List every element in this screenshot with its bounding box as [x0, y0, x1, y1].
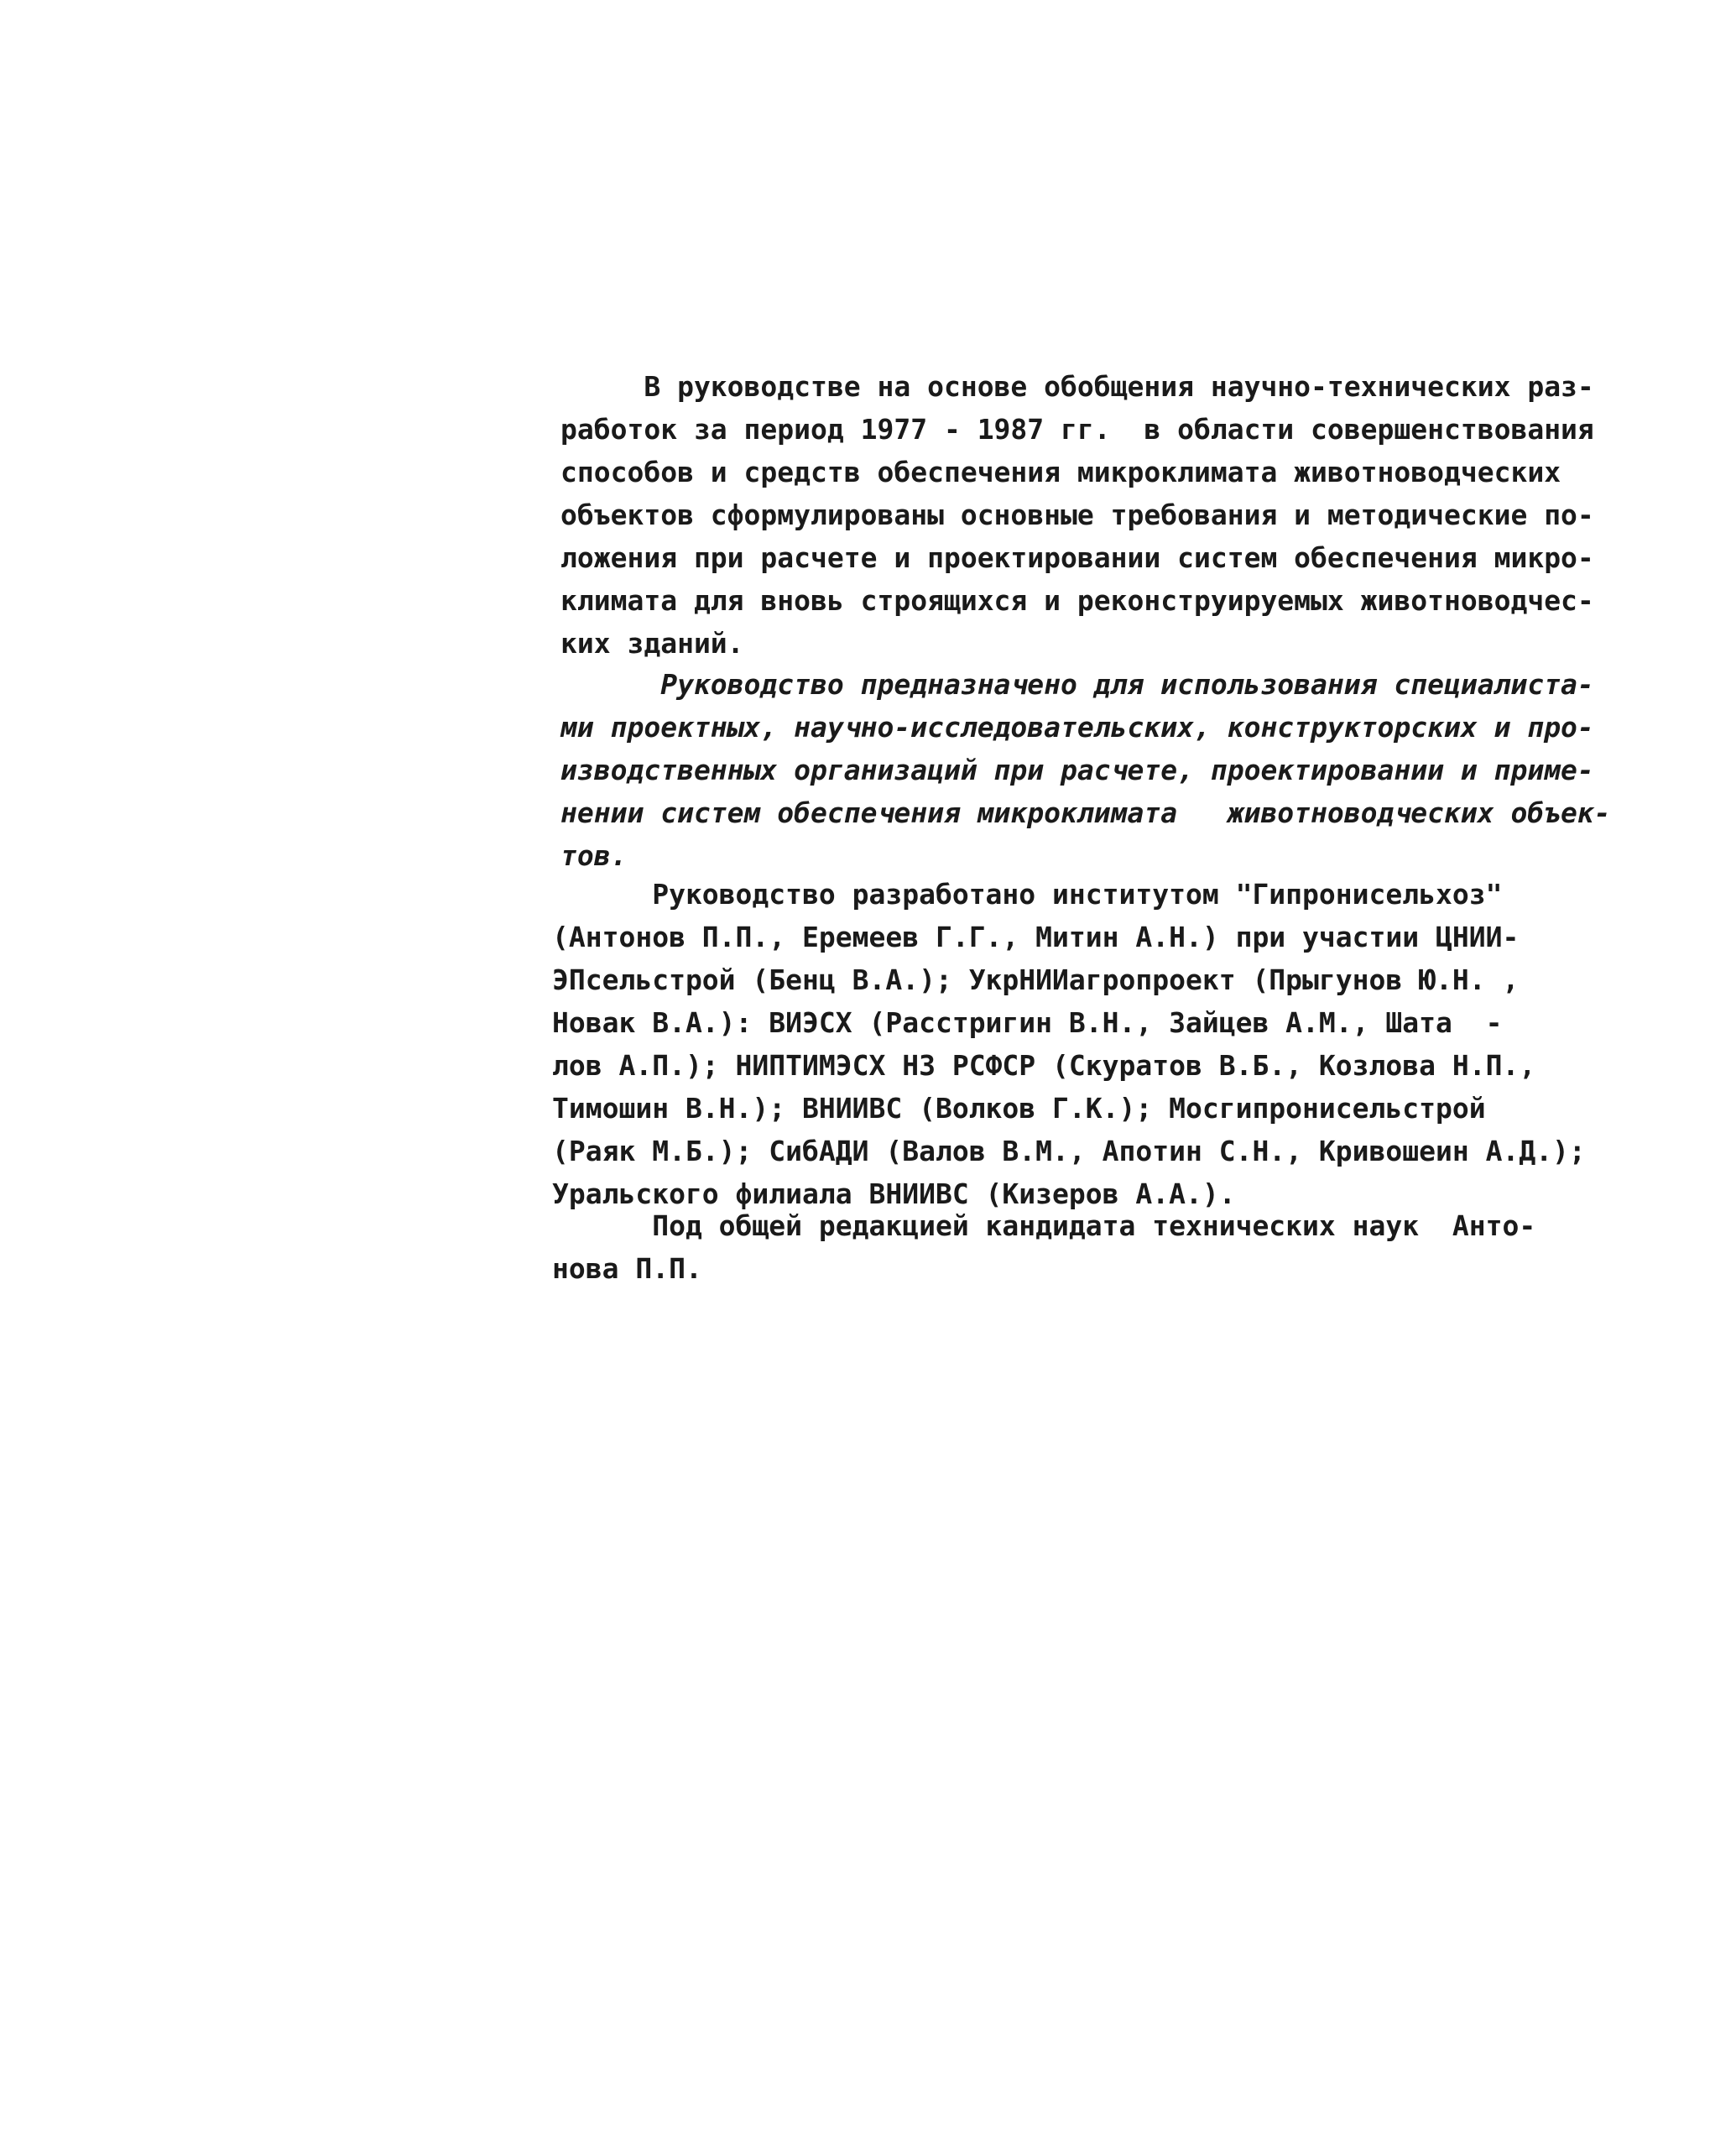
- text-line: способов и средств обеспечения микроклимата животноводческих: [560, 456, 1561, 488]
- text-line: Новак В.А.): ВИЭСХ (Расстригин В.Н., Зайцев А.М., Шата -: [552, 1006, 1503, 1039]
- text-line: лов А.П.); НИПТИМЭСХ НЗ РСФСР (Скуратов В.Б., Козлова Н.П.,: [552, 1049, 1536, 1082]
- paragraph-purpose: [560, 663, 1611, 877]
- paragraph-authors: [552, 873, 1586, 1215]
- text-line: В руководстве на основе обобщения научно-технических раз-: [560, 370, 1594, 403]
- text-line: ких зданий.: [560, 627, 744, 660]
- text-line: объектов сформулированы основные требования и методические по-: [560, 499, 1594, 531]
- text-line: ми проектных, научно-исследовательских, конструкторских и про-: [560, 711, 1594, 744]
- text-line: (Раяк М.Б.); СибАДИ (Валов В.М., Апотин С.Н., Кривошеин А.Д.);: [552, 1135, 1586, 1167]
- text-line: Руководство предназначено для использования специалиста-: [560, 668, 1594, 701]
- text-line: ложения при расчете и проектировании систем обеспечения микро-: [560, 541, 1594, 574]
- text-line: Уральского филиала ВНИИВС (Кизеров А.А.).: [552, 1177, 1236, 1210]
- text-line: Тимошин В.Н.); ВНИИВС (Волков Г.К.); Мосгипронисельстрой: [552, 1092, 1486, 1125]
- text-line: (Антонов П.П., Еремеев Г.Г., Митин А.Н.) при участии ЦНИИ-: [552, 921, 1520, 953]
- text-line: работок за период 1977 - 1987 гг. в области совершенствования: [560, 413, 1594, 446]
- text-line: ЭПсельстрой (Бенц В.А.); УкрНИИагропроект (Прыгунов Ю.Н. ,: [552, 963, 1520, 996]
- paragraph-editor: [552, 1204, 1535, 1290]
- text-line: тов.: [560, 839, 628, 872]
- text-line: Руководство разработано институтом "Гипронисельхоз": [552, 878, 1503, 911]
- text-line: Под общей редакцией кандидата технических наук Анто-: [552, 1209, 1536, 1242]
- text-line: изводственных организаций при расчете, проектировании и приме-: [560, 754, 1594, 786]
- text-line: нова П.П.: [552, 1252, 702, 1285]
- paragraph-abstract: [560, 365, 1594, 665]
- text-line: климата для вновь строящихся и реконструируемых животноводчес-: [560, 584, 1594, 617]
- text-line: нении систем обеспечения микроклимата животноводческих объек-: [560, 796, 1611, 829]
